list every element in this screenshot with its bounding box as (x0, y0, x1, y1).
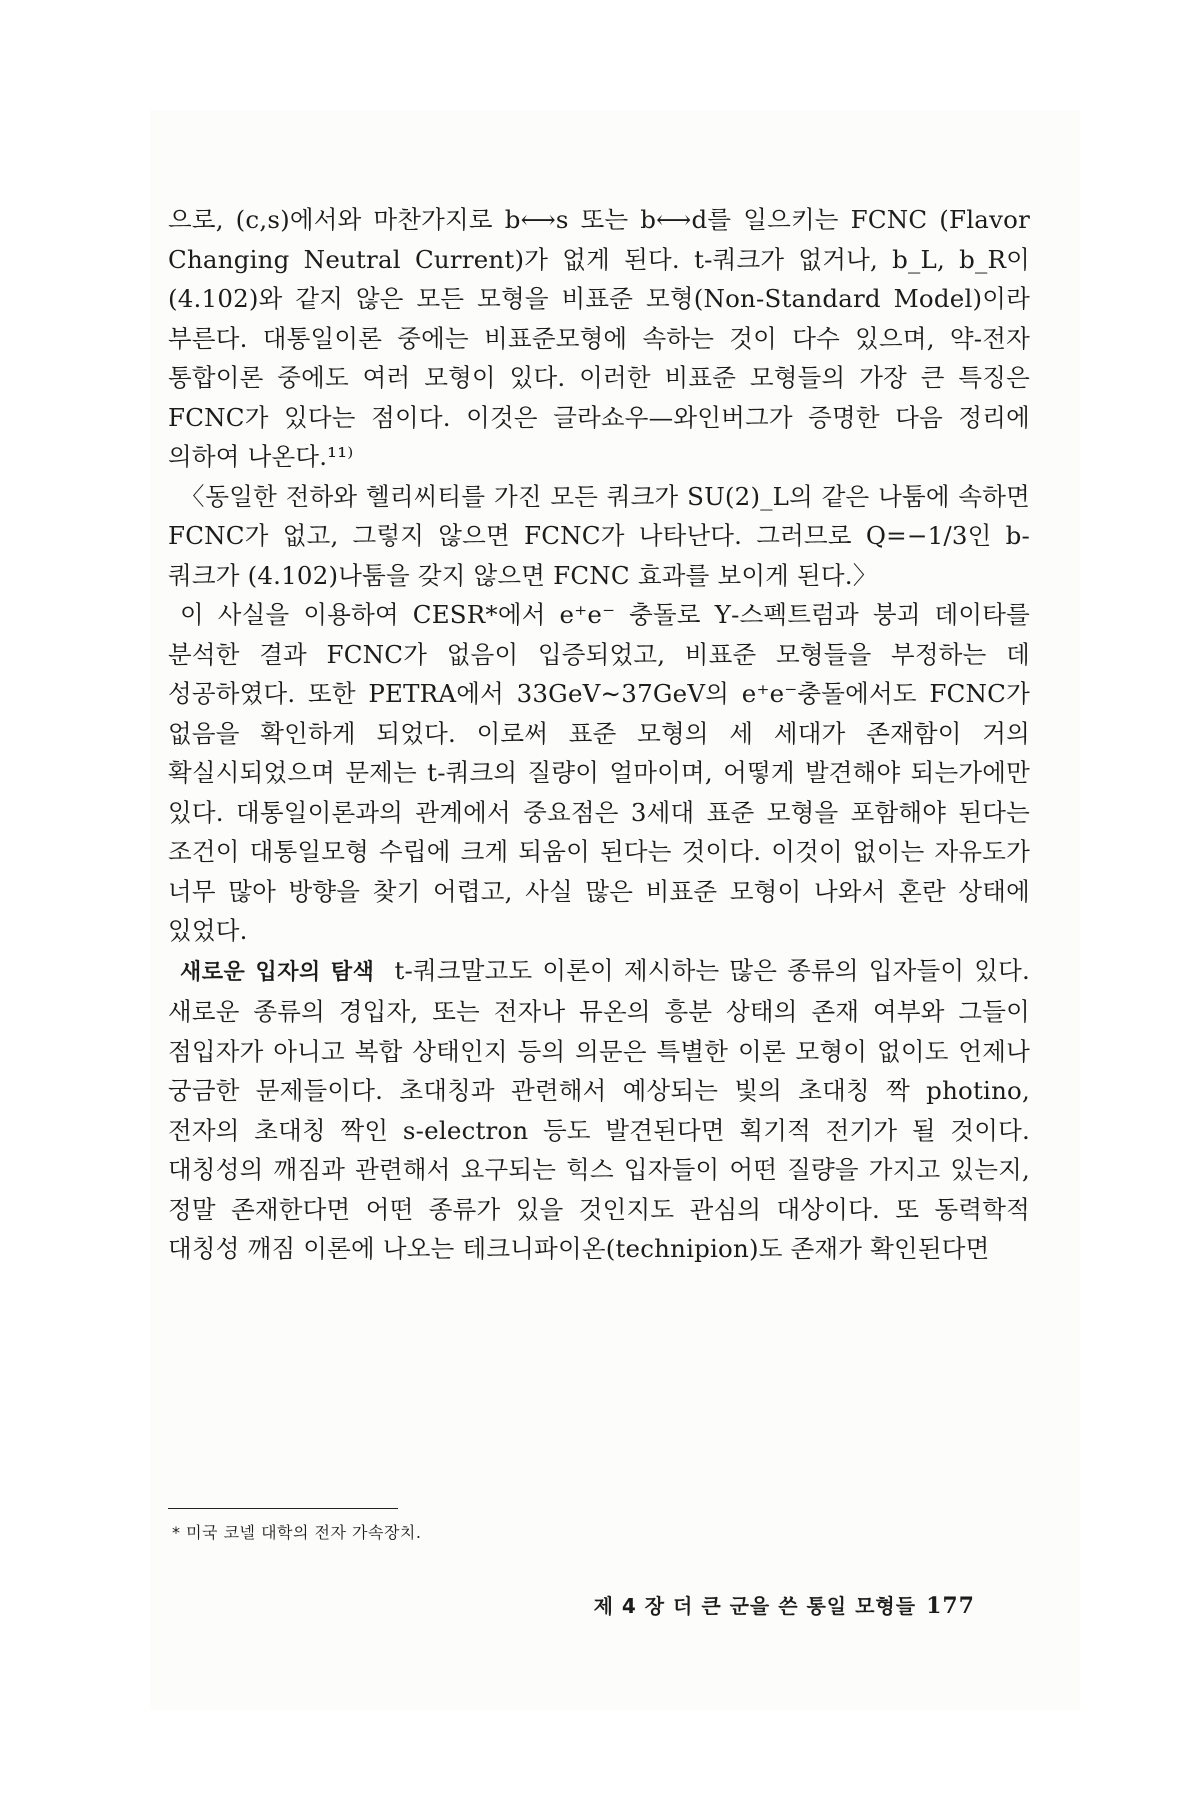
footnote: * 미국 코넬 대학의 전자 가속장치. (172, 1523, 422, 1542)
paragraph-section (168, 951, 1030, 1269)
chapter-title: 제 4 장 더 큰 군을 쓴 통일 모형들 (593, 1594, 917, 1618)
paragraph-theorem: 〈동일한 전하와 헬리씨티를 가진 모든 쿼크가 SU(2)_L의 같은 나툼에 속하면 FCNC가 없고, 그렇지 않으면 FCNC가 나타난다. 그러므로 Q=−1/3인 b-쿼크가 (4.102)나툼을 갖지 않으면 FCNC 효과를 보이게 된다.〉 (168, 481, 1030, 590)
footnote-divider (168, 1508, 398, 1509)
paragraph-1: 으로, (c,s)에서와 마찬가지로 b⟷s 또는 b⟷d를 일으키는 FCNC (Flavor Changing Neutral Current)가 없게 된다. t-쿼크가 없거나, b_L, b_R이 (4.102)와 같지 않은 모든 모형을 비표준 모형(Non-Standard Model)이라 부른다. 대통일이론 중에는 비표준모형에 속하는 것이 다수 있으며, 약-전자 통합이론 중에도 여러 모형이 있다. 이러한 비표준 모형들의 가장 큰 특징은 FCNC가 있다는 점이다. 이것은 글라쇼우—와인버그가 증명한 다음 정리에 의하여 나온다.¹¹⁾ (168, 205, 1030, 471)
section-heading: 새로운 입자의 탐색 (180, 959, 375, 985)
body-text (168, 200, 1030, 1269)
page-number: 177 (926, 1593, 975, 1619)
running-footer (594, 1590, 975, 1619)
paragraph-3: 이 사실을 이용하여 CESR*에서 e⁺e⁻ 충돌로 Υ-스펙트럼과 붕괴 데이타를 분석한 결과 FCNC가 없음이 입증되었고, 비표준 모형들을 부정하는 데 성공하였다. 또한 PETRA에서 33GeV∼37GeV의 e⁺e⁻충돌에서도 FCNC가 없음을 확인하게 되었다. 이로써 표준 모형의 세 세대가 존재함이 거의 확실시되었으며 문제는 t-쿼크의 질량이 얼마이며, 어떻게 발견해야 되는가에만 있다. 대통일이론과의 관계에서 중요점은 3세대 표준 모형을 포함해야 된다는 조건이 대통일모형 수립에 크게 되움이 된다는 것이다. 이것이 없이는 자유도가 너무 많아 방향을 찾기 어렵고, 사실 많은 비표준 모형이 나와서 혼란 상태에 있었다. (168, 600, 1030, 945)
section-text: t-쿼크말고도 이론이 제시하는 많은 종류의 입자들이 있다. 새로운 종류의 경입자, 또는 전자나 뮤온의 흥분 상태의 존재 여부와 그들이 점입자가 아니고 복합 상태인지 등의 의문은 특별한 이론 모형이 없이도 언제나 궁금한 문제들이다. 초대칭과 관련해서 예상되는 빛의 초대칭 짝 photino, 전자의 초대칭 짝인 s-electron 등도 발견된다면 획기적 전기가 될 것이다. 대칭성의 깨짐과 관련해서 요구되는 힉스 입자들이 어떤 질량을 가지고 있는지, 정말 존재한다면 어떤 종류가 있을 것인지도 관심의 대상이다. 또 동력학적 대칭성 깨짐 이론에 나오는 테크니파이온(technipion)도 존재가 확인된다면 (168, 955, 1030, 1263)
